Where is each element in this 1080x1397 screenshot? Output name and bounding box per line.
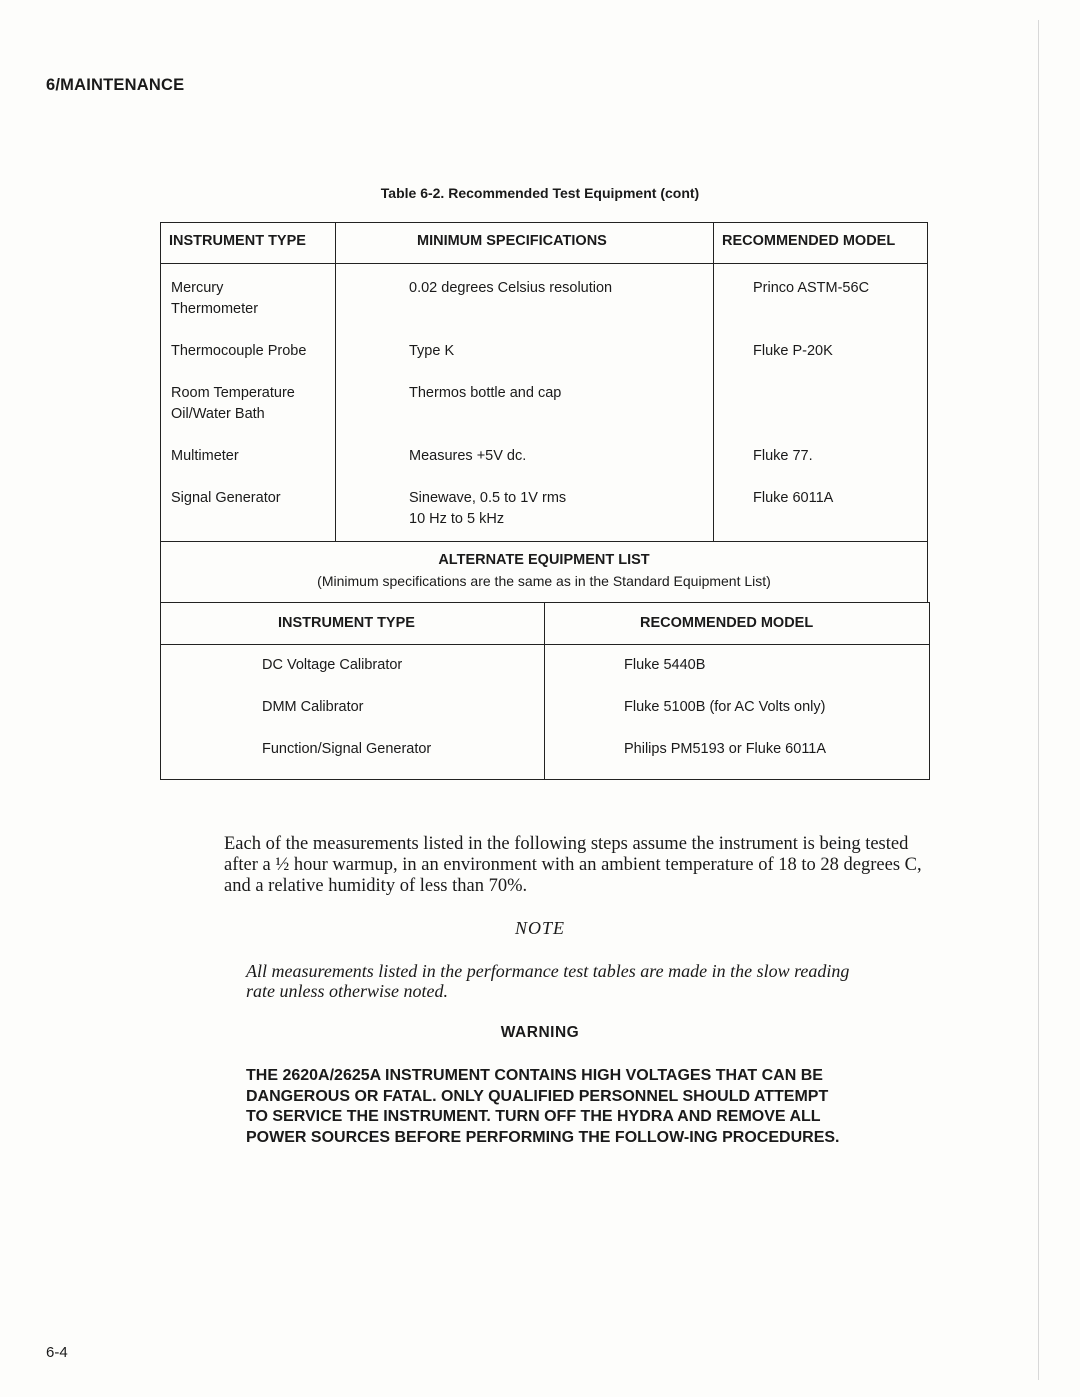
row-4-spec: Measures +5V dc. bbox=[409, 448, 527, 464]
header-instrument-type: INSTRUMENT TYPE bbox=[169, 233, 306, 249]
alternate-equipment-box bbox=[160, 541, 928, 603]
intro-paragraph: Each of the measurements listed in the following steps assume the instrument is being tested after a ½ hour warmup, in an environment with an ambient temperature of 18 to 28 degrees C, and a relative humidity of less than 70%. bbox=[224, 834, 922, 896]
alt-row-1-model: Fluke 5440B bbox=[624, 657, 706, 673]
warning-text: THE 2620A/2625A INSTRUMENT CONTAINS HIGH VOLTAGES THAT CAN BE DANGEROUS OR FATAL. ONLY QUALIFIED PERSONNEL SHOULD ATTEMPT TO SERVICE THE INSTRUMENT. TURN OFF THE HYDRA AND REMOVE ALL POWER SOURCES BEFORE PERFORMING THE FOLLOW-ING PROCEDURES. bbox=[246, 1067, 840, 1146]
recommended-equipment-table bbox=[160, 222, 928, 542]
note-text: All measurements listed in the performance test tables are made in the slow reading rate unless otherwise noted. bbox=[246, 961, 850, 1001]
section-heading: 6/MAINTENANCE bbox=[46, 76, 185, 94]
header-minimum-specifications: MINIMUM SPECIFICATIONS bbox=[417, 233, 607, 249]
row-2-model: Fluke P-20K bbox=[753, 343, 833, 359]
alt-row-1-type: DC Voltage Calibrator bbox=[262, 657, 403, 673]
row-4-type: Multimeter bbox=[171, 448, 239, 464]
alternate-title: ALTERNATE EQUIPMENT LIST bbox=[438, 552, 650, 568]
row-1-spec: 0.02 degrees Celsius resolution bbox=[409, 280, 613, 296]
row-1-model: Princo ASTM-56C bbox=[753, 280, 870, 296]
alt-row-2-type: DMM Calibrator bbox=[262, 699, 364, 715]
row-2-spec: Type K bbox=[409, 343, 455, 359]
alt-header-recommended-model: RECOMMENDED MODEL bbox=[640, 615, 814, 631]
page-number: 6-4 bbox=[46, 1344, 68, 1361]
row-5-spec: Sinewave, 0.5 to 1V rms 10 Hz to 5 kHz bbox=[409, 490, 567, 527]
page-edge-divider bbox=[1038, 20, 1039, 1380]
row-3-type: Room Temperature Oil/Water Bath bbox=[171, 385, 295, 422]
alternate-note: (Minimum specifications are the same as in the Standard Equipment List) bbox=[317, 573, 771, 589]
note-heading: NOTE bbox=[514, 918, 565, 938]
table-caption: Table 6-2. Recommended Test Equipment (cont) bbox=[380, 185, 700, 201]
row-4-model: Fluke 77. bbox=[753, 448, 813, 464]
alternate-equipment-table bbox=[160, 602, 930, 780]
alt-header-instrument-type: INSTRUMENT TYPE bbox=[278, 615, 415, 631]
row-1-type: Mercury Thermometer bbox=[171, 280, 259, 317]
row-5-model: Fluke 6011A bbox=[753, 490, 834, 506]
alt-row-2-model: Fluke 5100B (for AC Volts only) bbox=[624, 699, 826, 715]
row-5-type: Signal Generator bbox=[171, 490, 281, 506]
warning-heading: WARNING bbox=[500, 1024, 580, 1041]
alt-row-3-type: Function/Signal Generator bbox=[262, 741, 432, 757]
alt-row-3-model: Philips PM5193 or Fluke 6011A bbox=[624, 741, 827, 757]
row-3-spec: Thermos bottle and cap bbox=[409, 385, 562, 401]
row-2-type: Thermocouple Probe bbox=[171, 343, 307, 359]
header-recommended-model: RECOMMENDED MODEL bbox=[722, 233, 896, 249]
